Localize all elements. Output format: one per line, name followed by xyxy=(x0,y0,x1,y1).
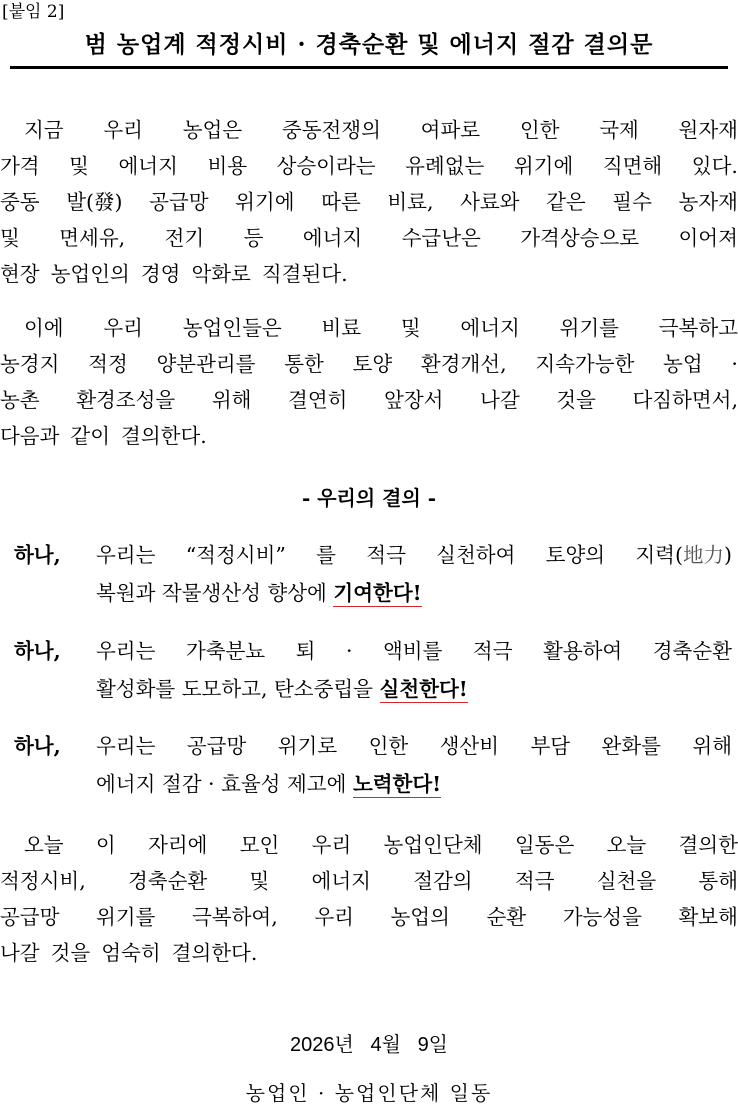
word: 환경개선, xyxy=(420,352,507,376)
closing-paragraph xyxy=(0,827,738,971)
title-underline xyxy=(10,66,728,69)
word: 공급망 xyxy=(0,905,60,929)
word: 같이 xyxy=(70,424,111,448)
word: 농자재 xyxy=(678,190,738,214)
word: 국제 xyxy=(599,118,639,142)
word: 농업은 xyxy=(182,118,243,142)
word: 따른 xyxy=(321,190,361,214)
document-date: 2026년 4월 9일 xyxy=(289,1034,449,1056)
word: 공급망 xyxy=(149,190,209,214)
resolution-line-1 xyxy=(96,536,738,574)
word: 다짐하면서, xyxy=(632,388,738,412)
word: 활용하여 xyxy=(543,639,623,663)
word: 지력(地力) xyxy=(635,543,732,567)
word: 에너지 xyxy=(311,869,371,893)
paragraph-line xyxy=(0,310,738,346)
word: 생산비 xyxy=(439,734,500,758)
resolution-prefix: 하나, xyxy=(14,543,61,567)
paragraph-line xyxy=(0,148,738,184)
word: 현장 xyxy=(0,262,40,286)
resolution-emphasis: 노력한다! xyxy=(352,772,442,796)
word: 양분관리를 xyxy=(156,352,256,376)
hanja-text: 地力 xyxy=(682,543,724,567)
section-heading: - 우리의 결의 - xyxy=(301,486,437,510)
word: 에너지 xyxy=(460,316,520,340)
word: 적극 xyxy=(366,543,406,567)
word: 결의한다. xyxy=(171,941,258,965)
paragraph-line xyxy=(0,112,738,148)
signatory: 농업인 · 농업인단체 일동 xyxy=(245,1081,493,1105)
word: · xyxy=(731,352,738,376)
word: 나갈 xyxy=(0,941,40,965)
word: 농경지 xyxy=(0,352,60,376)
paragraph-line xyxy=(0,827,738,863)
document-title: 범 농업계 적정시비 · 경축순환 및 에너지 절감 결의문 xyxy=(84,31,654,58)
word: 우리 xyxy=(311,833,352,857)
word: 우리 xyxy=(103,118,143,142)
resolution-emphasis: 실천한다! xyxy=(379,677,468,701)
word: 수급난은 xyxy=(401,226,481,250)
word: 에너지 xyxy=(118,154,178,178)
word: 퇴 xyxy=(295,639,316,663)
word: 중동 xyxy=(0,190,40,214)
word: 원자재 xyxy=(678,118,738,142)
word: 여파로 xyxy=(420,118,481,142)
word: 가격 xyxy=(0,154,40,178)
resolution-item xyxy=(0,632,738,708)
word: 나갈 xyxy=(480,388,520,412)
word: 위기에 xyxy=(513,154,574,178)
word: 가축분뇨 xyxy=(185,639,266,663)
word: 토양의 xyxy=(545,543,606,567)
word: 인한 xyxy=(368,734,409,758)
resolution-line-1 xyxy=(96,632,738,670)
word: 우리는 xyxy=(96,734,156,758)
word: 결의한다. xyxy=(121,424,207,448)
word: 통해 xyxy=(698,869,738,893)
paragraph-line xyxy=(0,346,738,382)
word: 에너지 xyxy=(302,226,363,250)
word: 오늘 xyxy=(606,833,647,857)
word: 농업인의 xyxy=(50,262,130,286)
word: 가능성을 xyxy=(562,905,642,929)
word: 사료와 xyxy=(460,190,520,214)
word: · xyxy=(345,639,353,663)
word: 이에 xyxy=(24,316,64,340)
word: 농업 xyxy=(663,352,703,376)
word: 실천하여 xyxy=(436,543,516,567)
word: 및 xyxy=(69,154,89,178)
word: 유례없는 xyxy=(405,154,485,178)
word: 위기에 xyxy=(235,190,295,214)
word: 실천을 xyxy=(596,869,657,893)
word: 지금 xyxy=(24,118,64,142)
paragraph-line xyxy=(0,418,738,454)
word: 및 xyxy=(0,226,20,250)
intro-paragraph xyxy=(0,112,738,292)
resolution-line-2: 복원과 작물생산성 향상에 xyxy=(96,581,327,605)
word: 이 xyxy=(95,833,116,857)
resolution-prefix: 하나, xyxy=(14,639,61,663)
word: 우리는 xyxy=(96,639,156,663)
word: 완화를 xyxy=(601,734,661,758)
word: 비료, xyxy=(387,190,434,214)
word: 엄숙히 xyxy=(101,941,161,965)
word: 일동은 xyxy=(514,833,575,857)
word: 확보해 xyxy=(678,905,738,929)
word: 적정 xyxy=(88,352,128,376)
word: 공급망 xyxy=(186,734,247,758)
word: 모인 xyxy=(239,833,280,857)
word: 부담 xyxy=(530,734,571,758)
word: 극복하고 xyxy=(658,316,738,340)
word: 자리에 xyxy=(148,833,208,857)
paragraph-line xyxy=(0,935,738,971)
paragraph-line xyxy=(0,863,738,899)
resolution-emphasis: 기여한다! xyxy=(333,581,422,605)
word: 상승이라는 xyxy=(276,154,376,178)
paragraph-line xyxy=(0,899,738,935)
word: 있다. xyxy=(691,154,738,178)
word: 위기를 xyxy=(559,316,619,340)
word: 앞장서 xyxy=(384,388,444,412)
resolution-item xyxy=(0,727,738,803)
resolution-line-2: 활성화를 도모하고, 탄소중립을 xyxy=(96,677,373,701)
word: 악화로 xyxy=(191,262,251,286)
word: 가격상승으로 xyxy=(520,226,640,250)
word: 액비를 xyxy=(382,639,443,663)
word: 토양 xyxy=(352,352,393,376)
word: 통한 xyxy=(284,352,324,376)
word: 중동전쟁의 xyxy=(281,118,381,142)
word: 및 xyxy=(400,316,421,340)
word: 적극 xyxy=(472,639,513,663)
paragraph-line xyxy=(0,256,738,292)
word: 발(發) xyxy=(66,190,123,214)
word: 같은 xyxy=(546,190,586,214)
word: 필수 xyxy=(612,190,652,214)
word: 비용 xyxy=(207,154,248,178)
word: 다음과 xyxy=(0,424,60,448)
word: “적정시비” xyxy=(185,543,286,567)
word: 농업인들은 xyxy=(182,316,282,340)
resolution-item xyxy=(0,536,738,612)
word: 결의한 xyxy=(678,833,738,857)
word: 인한 xyxy=(519,118,560,142)
paragraph-line xyxy=(0,220,738,256)
word: 순환 xyxy=(486,905,527,929)
word: 극복하여, xyxy=(192,905,278,929)
word: 위기를 xyxy=(96,905,156,929)
word: 것을 xyxy=(50,941,91,965)
word: 면세유, xyxy=(59,226,126,250)
word: 등 xyxy=(243,226,264,250)
word: 비료 xyxy=(321,316,362,340)
resolve-paragraph xyxy=(0,310,738,454)
word: 위해 xyxy=(211,388,252,412)
resolution-line-1 xyxy=(96,727,738,765)
word: 위기로 xyxy=(277,734,338,758)
word: 적극 xyxy=(514,869,555,893)
word: 농업의 xyxy=(390,905,450,929)
word: 적정시비, xyxy=(0,869,86,893)
word: 농촌 xyxy=(0,388,40,412)
resolution-line-2: 에너지 절감 · 효율성 제고에 xyxy=(96,772,347,796)
word: 우리 xyxy=(103,316,143,340)
word: 위해 xyxy=(692,734,732,758)
paragraph-line xyxy=(0,184,738,220)
word: 우리 xyxy=(314,905,354,929)
word: 및 xyxy=(249,869,270,893)
word: 농업인단체 xyxy=(383,833,483,857)
word: 직면해 xyxy=(602,154,663,178)
resolution-prefix: 하나, xyxy=(14,734,61,758)
paragraph-line xyxy=(0,382,738,418)
word: 절감의 xyxy=(413,869,473,893)
word: 경축순환 xyxy=(652,639,732,663)
word: 를 xyxy=(316,543,336,567)
word: 전기 xyxy=(164,226,205,250)
word: 환경조성을 xyxy=(76,388,176,412)
word: 우리는 xyxy=(96,543,156,567)
word: 결연히 xyxy=(288,388,348,412)
word: 직결된다. xyxy=(261,262,348,286)
word: 지속가능한 xyxy=(535,352,635,376)
word: 것을 xyxy=(556,388,596,412)
word: 경축순환 xyxy=(127,869,208,893)
word: 오늘 xyxy=(24,833,64,857)
word: 경영 xyxy=(140,262,181,286)
attachment-label: [붙임 2] xyxy=(2,2,65,22)
word: 이어져 xyxy=(678,226,738,250)
